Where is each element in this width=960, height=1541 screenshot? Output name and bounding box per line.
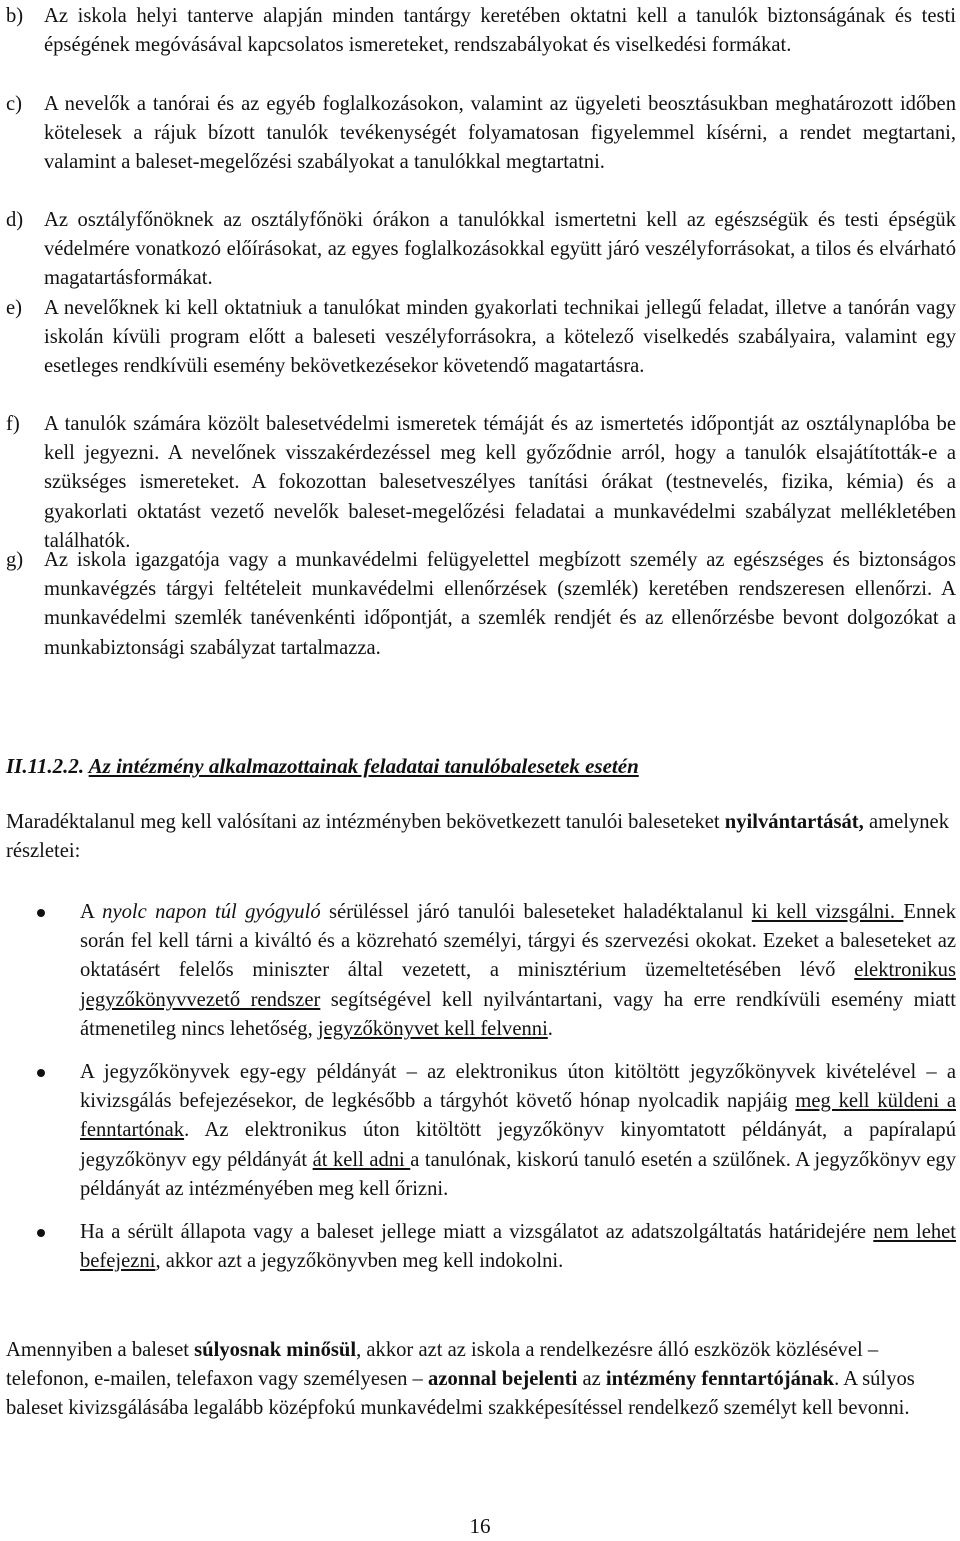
intro-text-end: amelynek részletei: bbox=[6, 811, 949, 863]
bullet-text: . bbox=[547, 1017, 553, 1040]
item-text: A nevelők a tanórai és az egyéb foglalkozásokon, valamint az ügyeleti beosztásukban meghatározott időben kötelesek a rájuk bízott tanulók tevékenységét folyamatosan figyelemmel kísérni, a rendet megtartani, valamint a baleset-megelőzési szabályokat a tanulókkal megtartatni. bbox=[44, 93, 956, 174]
bullet-underlined: nem lehet befejezni bbox=[80, 1221, 956, 1273]
closing-text: , akkor azt az iskola a rendelkezésre álló eszközök közlésével – telefonon, e-mailen, telefaxon vagy személyesen – bbox=[6, 1339, 879, 1391]
section-title: Az intézmény alkalmazottainak feladatai tanulóbalesetek esetén bbox=[88, 754, 639, 778]
bullet-text: , akkor azt a jegyzőkönyvben meg kell indokolni. bbox=[155, 1250, 564, 1273]
bullet-list bbox=[6, 898, 956, 1290]
item-text: Az iskola igazgatója vagy a munkavédelmi felügyelettel megbízott személy az egészséges és biztonságos munkavégzés tárgyi feltételeit munkavédelmi ellenőrzések (szemlék) keretében rendszeresen ellenőrzi. A munkavédelmi szemlék tanévenkénti időpontját, a szemlék rendjét és az ellenőrzésbe bevont dolgozókat a munkabiztonsági szabályzat tartalmazza. bbox=[44, 549, 956, 659]
closing-bold: azonnal bejelenti bbox=[428, 1368, 578, 1391]
closing-bold: intézmény fenntartójának bbox=[605, 1368, 835, 1391]
bullet-text: Ha a sérült állapota vagy a baleset jellege miatt a vizsgálatot az adatszolgáltatás határidejére bbox=[80, 1221, 874, 1244]
item-text: Az osztályfőnöknek az osztályfőnöki órákon a tanulókkal ismertetni kell az egészségük és testi épségük védelmére vonatkozó előírásokat, az egyes foglalkozásokkal együtt járó veszélyforrásokat, a tilos és elvárható magatartásformákat. bbox=[44, 209, 956, 290]
item-label: d) bbox=[6, 209, 24, 231]
bullet-item bbox=[6, 1058, 956, 1204]
item-text: A tanulók számára közölt balesetvédelmi ismeretek témáját és az ismertetés időpontját az osztálynaplóba be kell jegyezni. A nevelőnek visszakérdezéssel meg kell győződnie arról, hogy a tanulók elsajátították-e a szükséges ismereteket. A fokozottan balesetveszélyes tanítási órákat (testnevelés, fizika, kémia) és a gyakorlati oktatást vezető nevelők baleset-megelőzési feladatai a munkavédelmi szabályzat mellékletében találhatók. bbox=[44, 413, 956, 552]
intro-bold: nyilvántartását, bbox=[724, 811, 864, 833]
bullet-underlined: meg kell küldeni a fenntartónak bbox=[80, 1090, 956, 1142]
list-item-c bbox=[6, 90, 956, 178]
list-item-f bbox=[6, 410, 956, 556]
item-text: Az iskola helyi tanterve alapján minden tantárgy keretében oktatni kell a tanulók biztonságának és testi épségének megóvásával kapcsolatos ismereteket, rendszabályokat és viselkedési formákat. bbox=[44, 5, 956, 57]
list-item-d bbox=[6, 206, 956, 294]
item-text: A nevelőknek ki kell oktatniuk a tanulókat minden gyakorlati technikai jellegű feladat, illetve a tanórán vagy iskolán kívüli program előtt a baleseti veszélyforrásokra, a kötelező viselkedés szabályaira, valamint egy esetleges rendkívüli esemény bekövetkezésekor követendő magatartásra. bbox=[44, 297, 956, 378]
closing-bold: súlyosnak minősül bbox=[194, 1339, 357, 1361]
bullet-text: A bbox=[80, 901, 103, 923]
item-label: c) bbox=[6, 93, 22, 115]
bullet-text: Ennek során fel kell tárni a kiváltó és a közreható személyi, tárgyi és szervezési okokat. Ezeket a baleseteket az oktatásért felelős miniszter által vezetett, a minisztérium üzemeltetésében lévő bbox=[80, 901, 956, 982]
bullet-text: sérüléssel járó tanulói baleseteket haladéktalanul bbox=[320, 901, 752, 923]
item-label: f) bbox=[6, 413, 20, 435]
intro-text: Maradéktalanul meg kell valósítani az intézményben bekövetkezett tanulói baleseteket bbox=[6, 811, 725, 833]
item-label: e) bbox=[6, 297, 22, 319]
bullet-dot-icon bbox=[37, 1229, 45, 1237]
bullet-underlined: jegyzőkönyvet kell felvenni bbox=[317, 1017, 548, 1040]
bullet-item bbox=[6, 898, 956, 1044]
closing-paragraph bbox=[6, 1336, 956, 1424]
bullet-underlined: át kell adni bbox=[312, 1148, 411, 1171]
closing-text: Amennyiben a baleset bbox=[6, 1339, 195, 1361]
bullet-dot-icon bbox=[37, 909, 45, 917]
intro-paragraph bbox=[6, 808, 956, 866]
closing-text: . A súlyos baleset kivizsgálásába legalább középfokú munkavédelmi szakképesítéssel rendelkező személyt kell bevonni. bbox=[6, 1368, 915, 1420]
bullet-text: A jegyzőkönyvek egy-egy példányát – az elektronikus úton kitöltött jegyzőkönyvek kivételével – a kivizsgálás befejezésekor, de legkésőbb a tárgyhót követő hónap nyolcadik napjáig bbox=[80, 1061, 956, 1113]
bullet-text: a tanulónak, kiskorú tanuló esetén a szülőnek. A jegyzőkönyv egy példányát az intézményében meg kell őrizni. bbox=[80, 1148, 957, 1200]
bullet-underlined: elektronikus jegyzőkönyvvezető rendszer bbox=[80, 959, 956, 1011]
bullet-item bbox=[6, 1218, 956, 1276]
list-item-g bbox=[6, 546, 956, 663]
bullet-underlined: ki kell vizsgálni. bbox=[751, 901, 904, 923]
closing-text: az bbox=[577, 1368, 606, 1391]
bullet-italic: nyolc napon túl gyógyuló bbox=[102, 901, 321, 923]
bullet-text: segítségével kell nyilvántartani, vagy ha erre rendkívüli esemény miatt átmenetileg nincs lehetőség, bbox=[80, 988, 956, 1040]
section-heading bbox=[6, 752, 639, 781]
list-item-e bbox=[6, 294, 956, 382]
list-item-b bbox=[6, 2, 956, 60]
page-number: 16 bbox=[469, 1514, 491, 1538]
section-number: II.11.2.2. bbox=[6, 754, 85, 778]
bullet-text: . Az elektronikus úton kitöltött jegyzőkönyv kinyomtatott példányát, a papíralapú jegyzőkönyv egy példányát bbox=[80, 1119, 956, 1171]
bullet-dot-icon bbox=[37, 1069, 45, 1077]
item-label: b) bbox=[6, 5, 24, 27]
item-label: g) bbox=[6, 549, 24, 571]
